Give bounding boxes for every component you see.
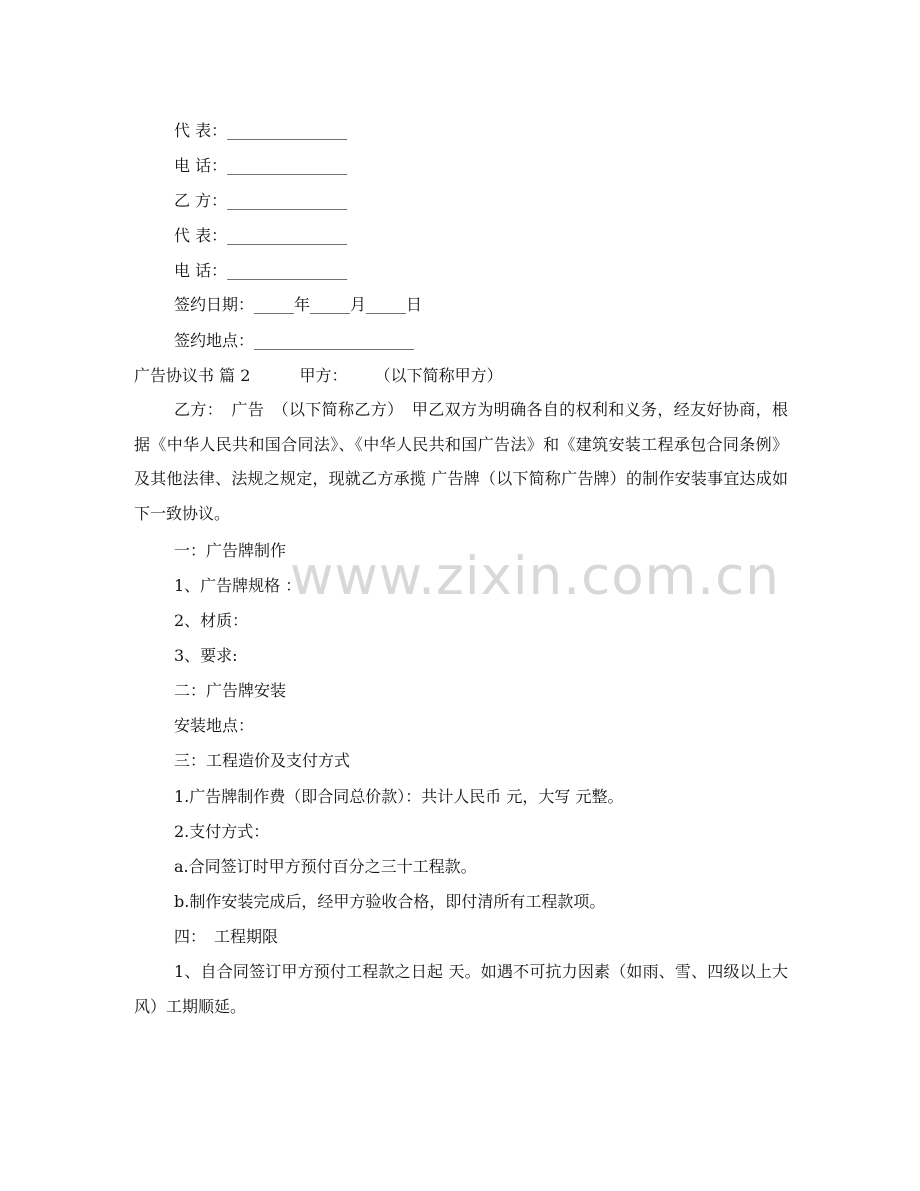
clause-2-location: 安装地点： — [174, 716, 255, 735]
clause-3-payment-b: b.制作安装完成后，经甲方验收合格，即付清所有工程款项。 — [174, 892, 606, 911]
party-b-line: 乙 方：_______________ — [174, 191, 348, 210]
rep-a-line: 代 表：_______________ — [174, 121, 348, 140]
clause-3-payment-a: a.合同签订时甲方预付百分之三十工程款。 — [174, 857, 477, 876]
phone-a-line: 电 话：_______________ — [174, 156, 348, 175]
agreement-title: 广告协议书 — [134, 366, 215, 385]
clause-1-heading: 一：广告牌制作 — [174, 541, 287, 560]
phone-b-line: 电 话：_______________ — [174, 261, 348, 280]
rep-b-line: 代 表：_______________ — [174, 226, 348, 245]
party-a-label: 甲方： — [299, 366, 348, 385]
clause-1-spec: 1、广告牌规格 ： — [174, 576, 302, 595]
section-header — [134, 366, 786, 386]
party-a-note: （以下简称甲方） — [374, 366, 503, 385]
part-number: 篇 2 — [219, 366, 251, 385]
clause-1-requirement: 3、要求: — [174, 646, 238, 665]
sign-date-line: 签约日期：_____年_____月_____日 — [174, 295, 423, 314]
clause-3-fee: 1.广告牌制作费（即合同总价款）：共计人民币 元，大写 元整。 — [174, 787, 624, 806]
watermark: www.zixin.com.cn — [290, 546, 780, 607]
clause-4-heading: 四： 工程期限 — [174, 927, 279, 946]
clause-3-payment: 2.支付方式： — [174, 822, 270, 841]
clause-2-heading: 二：广告牌安装 — [174, 681, 287, 700]
sign-place-line: 签约地点：____________________ — [174, 331, 415, 350]
clause-4-duration: 1、自合同签订甲方预付工程款之日起 天。如遇不可抗力因素（如雨、雪、四级以上大风）工期顺延。 — [134, 962, 788, 1016]
clause-1-material: 2、材质： — [174, 611, 249, 630]
intro-paragraph: 乙方： 广告 （以下简称乙方） 甲乙双方为明确各自的权利和义务，经友好协商，根据《中华人民共和国合同法》、《中华人民共和国广告法》和《建筑安装工程承包合同条例》及其他法律、法规之规定，现就乙方承揽 广告牌（以下简称广告牌）的制作安装事宜达成如下一致协议。 — [134, 400, 788, 523]
clause-3-heading: 三：工程造价及支付方式 — [174, 751, 351, 770]
